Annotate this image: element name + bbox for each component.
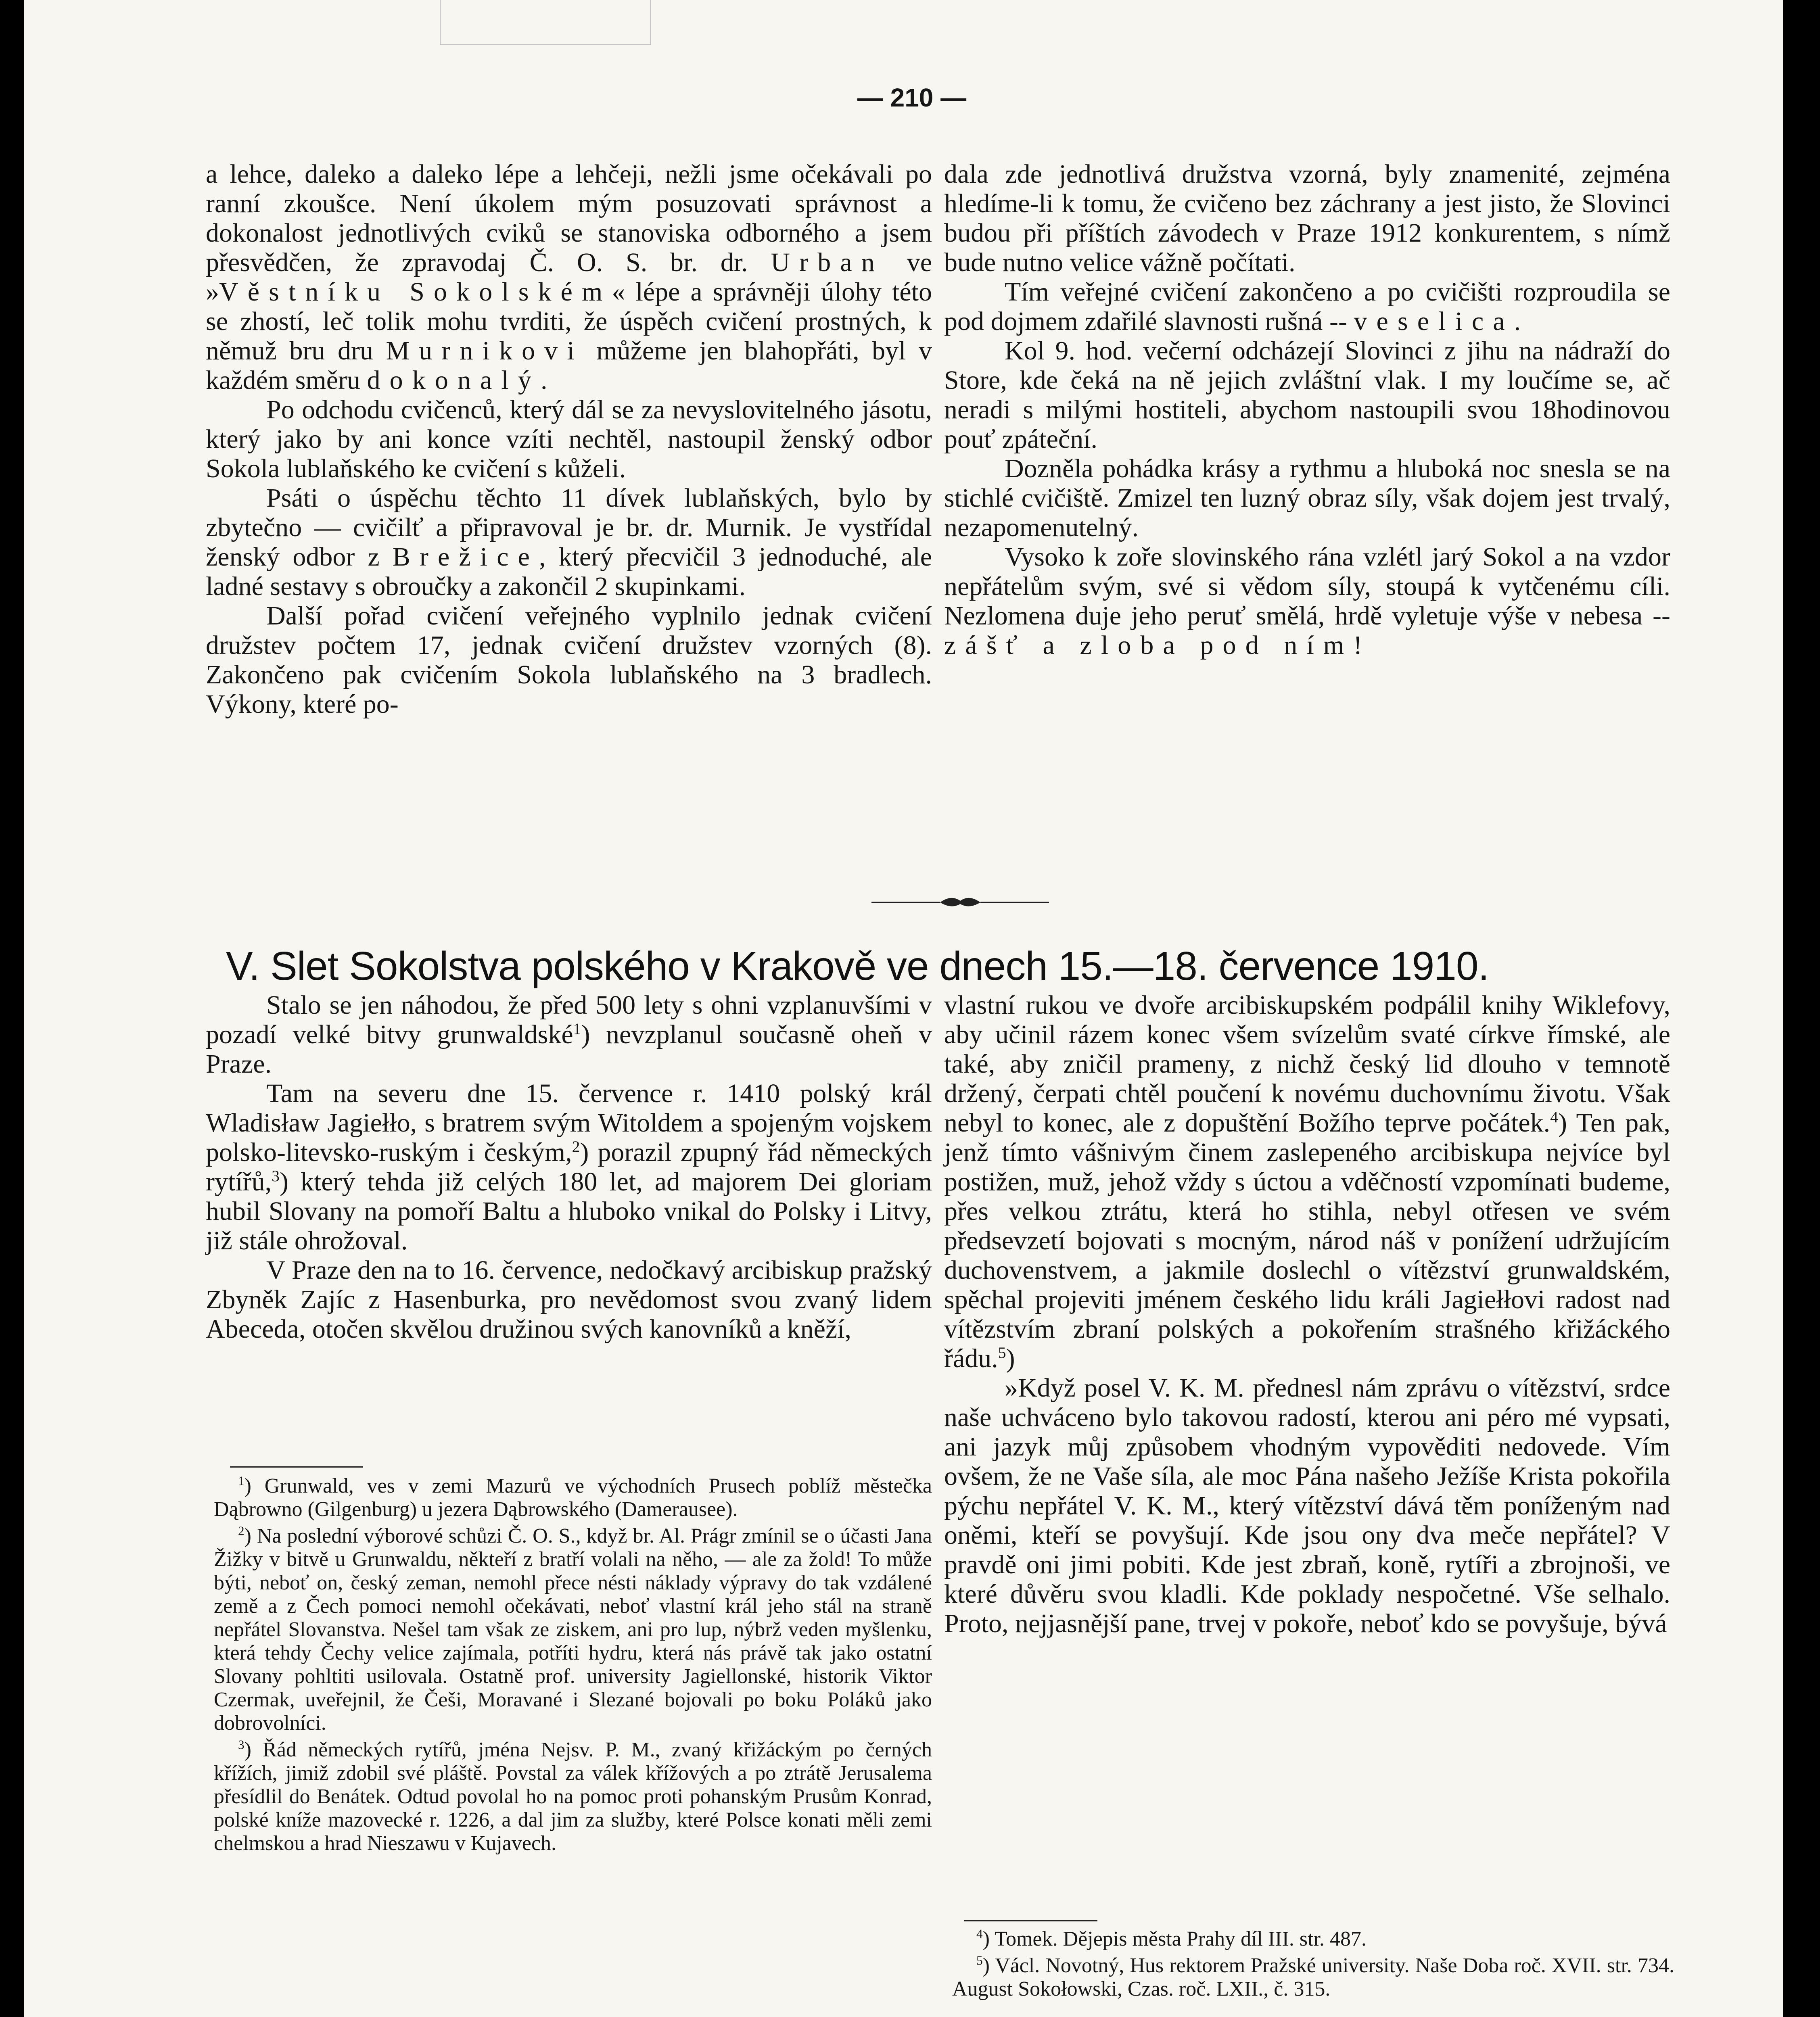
column-top-left	[206, 159, 932, 719]
paragraph: a lehce, daleko a daleko lépe a lehčeji, nežli jsme očekávali po ranní zkoušce. Není úkolem mým posuzovati správnost a dokonalost jednotlivých cviků se stanoviska odborného a jsem přesvědčen, že zpravodaj Č. O. S. br. dr. Urban ve »Věstníku Sokolském« lépe a správněji úlohy této se zhostí, leč tolik mohu tvrditi, že úspěch cvičení prostných, k němuž bru dru Murnikovi můžeme jen blahopřáti, byl v každém směru dokonalý.	[206, 159, 932, 395]
paragraph: vlastní rukou ve dvoře arcibiskupském podpálil knihy Wiklefovy, aby učinil rázem konec všem svízelům svaté církve římské, ale také, aby zničil prameny, z nichž český lid dlouho v temnotě držený, čerpati chtěl poučení k novému duchovnímu životu. Však nebyl to konec, ale z dopuštění Božího teprve počátek.$^4$) Ten pak, jenž tímto vášnivým činem zaslepeného arcibiskupa nejvíce byl postižen, muž, jehož vždy s úctou a vděčností vzpomínati budeme, přes velkou ztrátu, která ho stihla, nebyl otřesen ve svém předsevzetí bojovati s mocným, národ náš v ponížení udržujícím duchovenstvem, a jakmile doslechl o vítězství grunwaldském, spěchal projeviti jménem českého lidu králi Jagiełłovi radost nad vítězstvím zbraní polských a pokořením strašného křižáckého řádu.$^5$)	[944, 990, 1670, 1373]
paragraph: dala zde jednotlivá družstva vzorná, byly znamenité, zejména hledíme-li k tomu, že cvičeno bez záchrany a jest jisto, že Slovinci budou při příštích závodech v Praze 1912 konkurentem, s nímž bude nutno velice vážně počítati.	[944, 159, 1670, 277]
column-bottom-right	[944, 990, 1670, 1638]
page	[24, 0, 1783, 2017]
paragraph: Další pořad cvičení veřejného vyplnilo jednak cvičení družstev počtem 17, jednak cvičení družstev vzorných (8). Zakončeno pak cvičením Sokola lublaňského na 3 bradlech. Výkony, které po-	[206, 601, 932, 719]
paragraph: Kol 9. hod. večerní odcházejí Slovinci z jihu na nádraží do Store, kde čeká na ně jejich zvláštní vlak. I my loučíme se, ač neradi s milými hostiteli, abychom nastoupili svou 18hodinovou pouť zpáteční.	[944, 336, 1670, 454]
paragraph: Vysoko k zoře slovinského rána vzlétl jarý Sokol a na vzdor nepřátelům svým, své si vědom síly, stoupá k vytčenému cíli. Nezlomena dujе jeho peruť smělá, hrdě vyletuje výše v nebesa -- zášť a zloba pod ním!	[944, 542, 1670, 660]
paragraph: Po odchodu cvičenců, který dál se za nevyslovitelného jásotu, který jako by ani konce vzíti nechtěl, nastoupil ženský odbor Sokola lublaňského ke cvičení s kůželi.	[206, 395, 932, 483]
ornament-divider	[871, 894, 1049, 910]
header-stamp-mark	[440, 0, 651, 45]
page-number: — 210 —	[857, 83, 967, 112]
paragraph: V Praze den na to 16. července, nedočkavý arcibiskup pražský Zbyněk Zajíc z Hasenburka, pro nevědomost svou zvaný lidem Abeceda, otočen skvělou družinou svých kanovníků a kněží,	[206, 1255, 932, 1344]
footnote-rule-right	[964, 1920, 1097, 1921]
column-top-right	[944, 159, 1670, 660]
footnote: $^2$) Na poslední výborové schůzi Č. O. S., když br. Al. Prágr zmínil se o účasti Jana Žižky v bitvě u Grunwaldu, někteří z bratří volali na něho, — ale za žold! To může býti, neboť on, český zeman, nemohl přece nésti náklady výpravy do tak vzdálené země a z Čech pomoci nemohl očekávati, neboť vlastní král jeho stál na straně nepřátel Slovanstva. Nešel tam však ze ziskem, ani pro lup, nýbrž veden myšlenku, která tehdy Čechy velice zajímala, potříti hydru, která nás právě tak jako ostatní Slovany pohltiti usilovala. Ostatně prof. university Jagiellonské, historik Viktor Czermak, uveřejnil, že Češi, Moravané i Slezané bojovali po boku Poláků jako dobrovolníci.	[214, 1524, 932, 1735]
article-title: V. Slet Sokolstva polského v Krakově ve dnech 15.—18. července 1910.	[226, 944, 1489, 989]
footnotes-left	[214, 1474, 932, 1858]
paragraph: Psáti o úspěchu těchto 11 dívek lublaňských, bylo by zbytečno — cvičilť a připravoval je br. dr. Murnik. Je vystřídal ženský odbor z Brežice, který přecvičil 3 jednoduché, ale ladné sestavy s obroučky a zakončil 2 skupinkami.	[206, 483, 932, 601]
paragraph: »Když posel V. K. M. přednesl nám zprávu o vítězství, srdce naše uchváceno bylo takovou radostí, kterou ani péro mé vypsati, ani jazyk můj způsobem vhodným vypověditi nedovede. Vím ovšem, že ne Vaše síla, ale moc Pána našeho Ježíše Krista pokořila pýchu nepřátel V. K. M., který vítězství dává těm poníženým nad oněmi, kteří se povyšují. Kde jsou ony dva meče nepřátel? V pravdě oni jimi pobiti. Kde jest zbraň, koně, rytíři a zbrojnoši, ve které důvěru svou kladli. Kde poklady nespočetné. Vše selhalo. Proto, nejjasnější pane, trvej v pokoře, neboť kdo se povyšuje, bývá	[944, 1373, 1670, 1638]
paragraph: Tam na severu dne 15. července r. 1410 polský král Wladisław Jagiełło, s bratrem svým Witoldem a spojeným vojskem polsko-litevsko-ruským i českým,$^2$) porazil zpupný řád německých rytířů,$^3$) který tehda již celých 180 let, ad majorem Dei gloriam hubil Slovany na pomoří Baltu a hluboko vnikal do Polsky i Litvy, již stále ohrožoval.	[206, 1079, 932, 1255]
footnotes-right	[952, 1927, 1674, 2004]
footnote: $^4$) Tomek. Dějepis města Prahy díl III. str. 487.	[976, 1927, 1367, 1950]
footnote: $^5$) Václ. Novotný, Hus rektorem Pražské university. Naše Doba roč. XVII. str. 734. August Sokołowski, Czas. roč. LXII., č. 315.	[952, 1953, 1674, 2000]
paragraph: Dozněla pohádka krásy a rythmu a hluboká noc snesla se na stichlé cvičiště. Zmizel ten luzný obraz síly, však dojem jest trvalý, nezapomenutelný.	[944, 454, 1670, 542]
paragraph: Tím veřejné cvičení zakončeno a po cvičišti rozproudila se pod dojmem zdařilé slavnosti rušná -- veselica.	[944, 277, 1670, 336]
paragraph: Stalo se jen náhodou, že před 500 lety s ohni vzplanuvšími v pozadí velké bitvy grunwaldské$^1$) nevzplanul současně oheň v Praze.	[206, 990, 932, 1079]
footnote-rule-left	[230, 1466, 363, 1468]
footnote: $^3$) Řád německých rytířů, jména Nejsv. P. M., zvaný křižáckým po černých křížích, jimiž zdobil své pláště. Povstal za válek křížových a po ztrátě Jerusalema přesídlil do Benátek. Odtud povolal ho na pomoc proti pohanským Prusům Konrad, polské kníže mazovecké r. 1226, a dal jim za služby, které Polsce konati měli zemi chelmskou a hrad Nieszawu v Kujavech.	[214, 1737, 932, 1855]
footnote: $^1$) Grunwald, ves v zemi Mazurů ve východních Prusech poblíž městečka Dąbrowno (Gilgenburg) u jezera Dąbrowského (Damerausee).	[214, 1474, 932, 1521]
column-bottom-left	[206, 990, 932, 1344]
